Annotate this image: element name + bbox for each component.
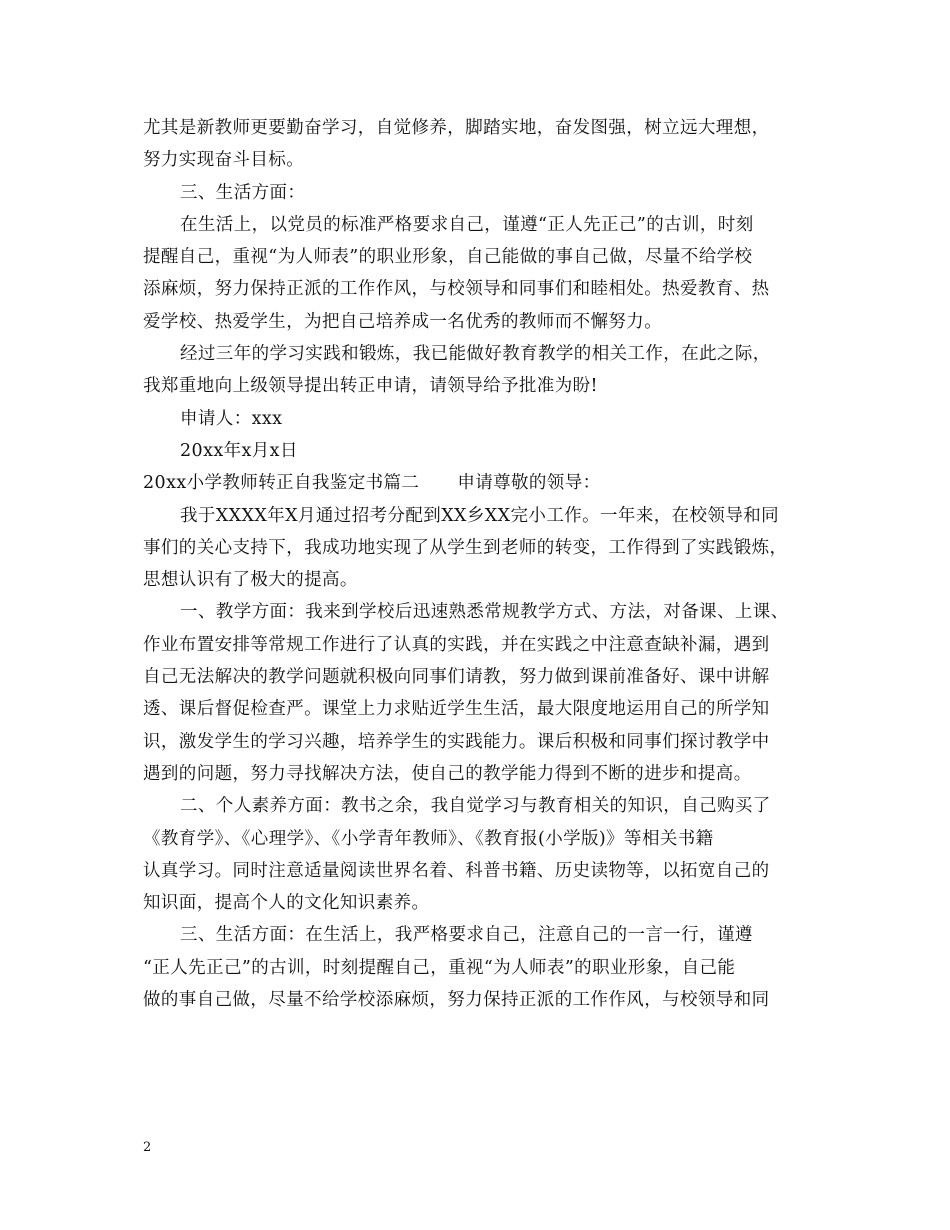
text-line: 一、教学方面：我来到学校后迅速熟悉常规教学方式、方法，对备课、上课、 [180,602,789,623]
text-line: 自己无法解决的教学问题就积极向同事们请教，努力做到课前准备好、课中讲解 [143,667,770,688]
paragraphs-part-two [143,500,823,1017]
text-line: 爱学校、热爱学生，为把自己培养成一名优秀的教师而不懈努力。 [143,311,663,332]
text-line: 二、个人素养方面：教书之余，我自觉学习与教育相关的知识，自己购买了 [180,796,771,817]
text-line: 事们的关心支持下，我成功地实现了从学生到老师的转变，工作得到了实践锻炼， [143,537,788,558]
text-line: 添麻烦，努力保持正派的工作作风，与校领导和同事们和睦相处。热爱教育、热 [143,279,770,300]
text-line: “正人先正己”的古训，时刻提醒自己，重视“为人师表”的职业形象，自己能 [143,957,736,978]
text-line: 经过三年的学习实践和锻炼，我已能做好教育教学的相关工作，在此之际， [180,344,771,365]
page-number: 2 [143,1140,152,1155]
document-body [143,112,823,1016]
text-line: 作业布置安排等常规工作进行了认真的实践，并在实践之中注意查缺补漏，遇到 [143,634,770,655]
text-line: 尤其是新教师更要勤奋学习，自觉修养，脚踏实地，奋发图强，树立远大理想， [143,118,770,138]
text-line: 遇到的问题，努力寻找解决方法，使自己的教学能力得到不断的进步和提高。 [143,763,752,784]
text-line: 我郑重地向上级领导提出转正申请，请领导给予批准为盼! [143,376,598,397]
text-line: 识，激发学生的学习兴趣，培养学生的实践能力。课后积极和同事们探讨教学中 [143,731,770,752]
section-heading [143,467,823,499]
text-line: 透、课后督促检查严。课堂上力求贴近学生生活，最大限度地运用自己的所学知 [143,699,770,720]
text-line: 提醒自己，重视“为人师表”的职业形象，自己能做的事自己做，尽量不给学校 [143,247,753,268]
text-line: 20xx年x月x日 [180,440,298,461]
text-line: 努力实现奋斗目标。 [143,150,305,171]
salutation: 申请尊敬的领导： [457,473,601,494]
text-line: 三、生活方面：在生活上，我严格要求自己，注意自己的一言一行，谨遵 [180,925,753,946]
text-line: 三、生活方面： [180,182,306,203]
text-line: 在生活上，以党员的标准严格要求自己，谨遵“正人先正己”的古训，时刻 [180,214,754,235]
section-title: 20xx小学教师转正自我鉴定书篇二 [143,473,420,494]
text-line: 知识面，提高个人的文化知识素养。 [143,893,430,914]
text-line: 申请人：xxx [180,408,283,429]
text-line: 《教育学》、《心理学》、《小学青年教师》、《教育报(小学版)》等相关书籍 [143,828,714,849]
text-line: 做的事自己做，尽量不给学校添麻烦，努力保持正派的工作作风，与校领导和同 [143,990,770,1011]
text-line: 认真学习。同时注意适量阅读世界名着、科普书籍、历史读物等，以拓宽自己的 [143,860,770,881]
text-line: 思想认识有了极大的提高。 [143,570,358,591]
text-line: 我于XXXX年X月通过招考分配到XX乡XX完小工作。一年来，在校领导和同 [180,505,780,526]
paragraphs-part-one [143,112,823,467]
